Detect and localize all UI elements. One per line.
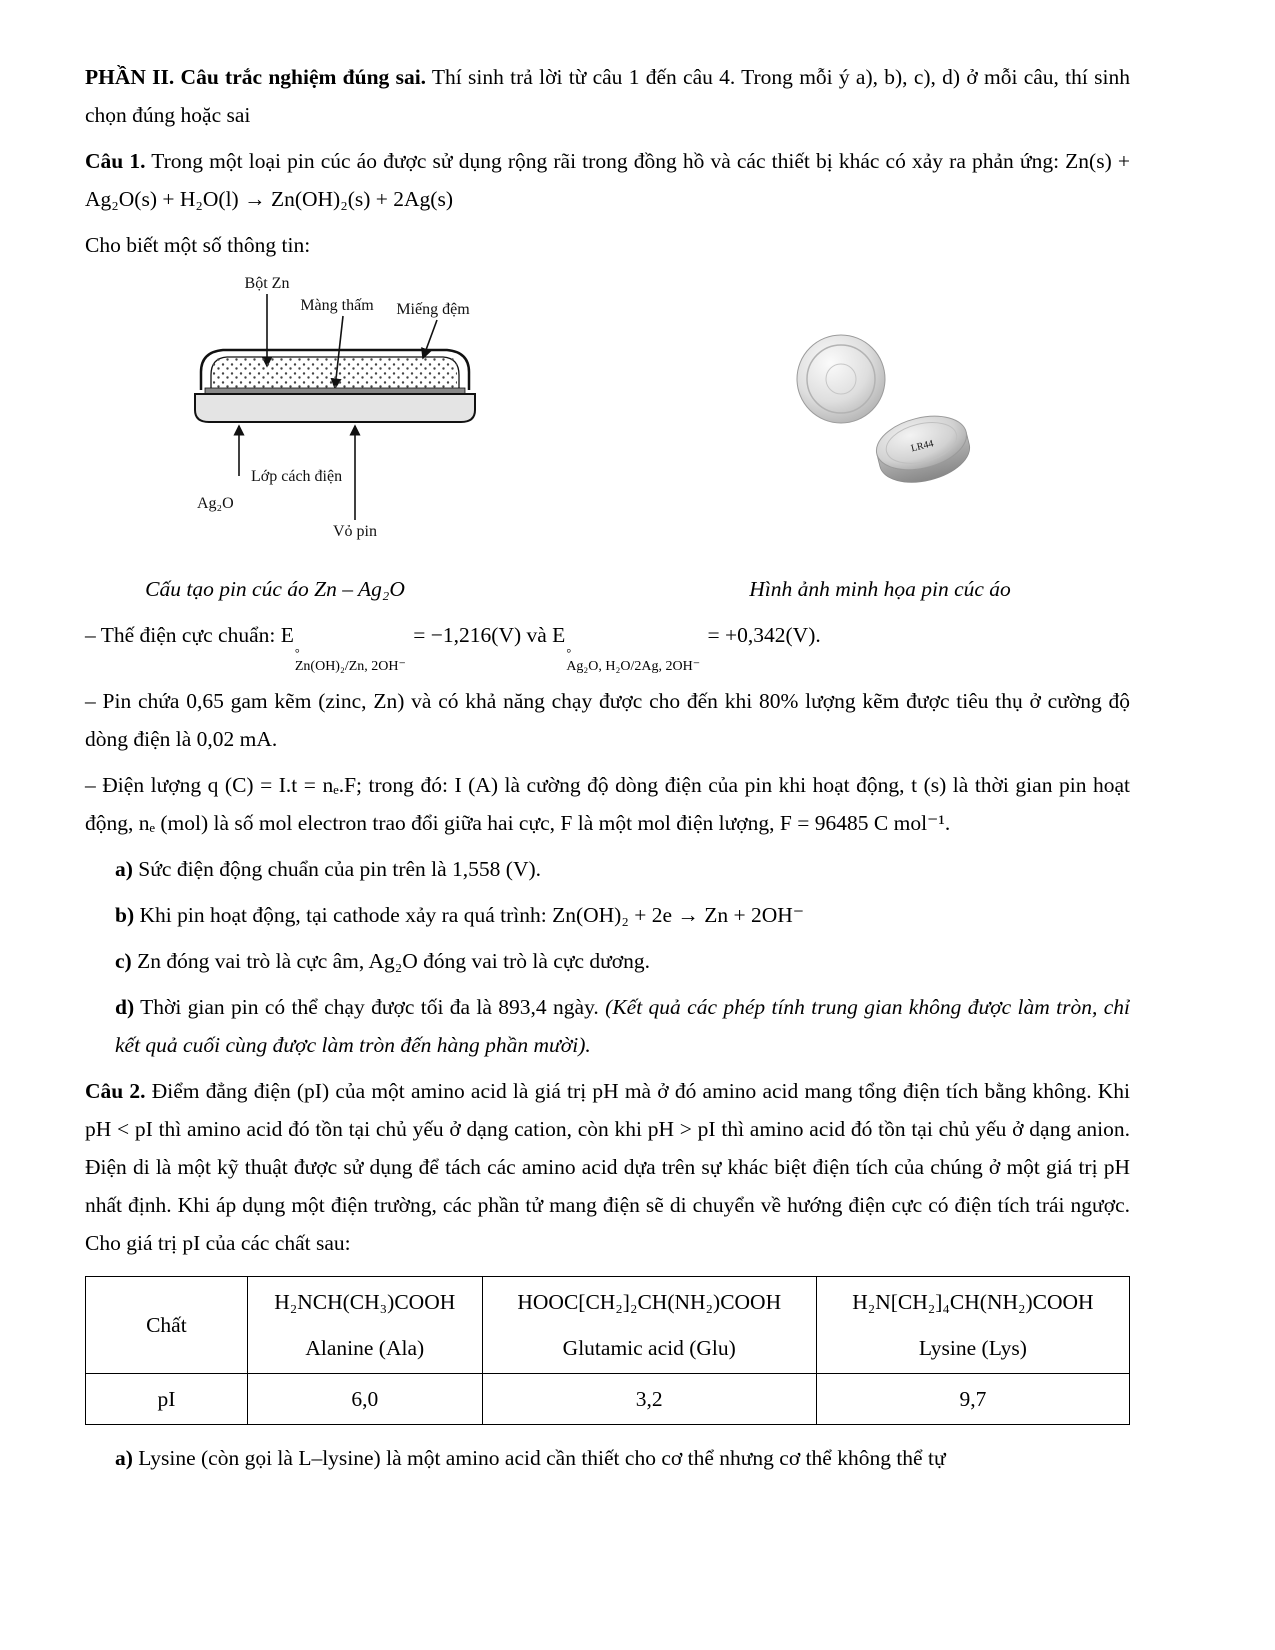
label-battery-case: Vỏ pin: [333, 523, 377, 540]
e1-stack: [295, 647, 406, 674]
q1-info-line: [85, 226, 1130, 264]
figure-row: [85, 272, 1130, 572]
arrow-icon: [423, 320, 437, 358]
q1-info-text: Cho biết một số thông tin:: [85, 233, 311, 257]
label-insulating-layer: Lớp cách điện: [251, 468, 343, 485]
q1-label: Câu 1.: [85, 149, 146, 173]
q1-item-b: [85, 896, 1130, 934]
item-b-text: Khi pin hoạt động, tại cathode xảy ra quá trình: Zn(OH)₂ + 2e → Zn + 2OH⁻: [134, 903, 805, 928]
q1-bullet-zinc: [85, 682, 1130, 758]
degree-sign: °: [566, 646, 572, 660]
button-cell-top-view: [797, 335, 885, 423]
potential-suffix: = +0,342(V).: [702, 623, 821, 647]
e1-subscript: Zn(OH)₂/Zn, 2OH⁻: [294, 658, 406, 674]
bullet-charge-text: – Điện lượng q (C) = I.t = nₑ.F; trong đó: I (A) là cường độ dòng điện của pin khi hoạt động, t (s) là thời gian pin hoạt động, nₑ (mol) là số mol electron trao đổi giữa hai cực, F là một mol điện lượng, F = 96485 C mol⁻¹.: [85, 773, 1130, 836]
q2-item-a: [85, 1439, 1130, 1477]
item-d-note: (Kết quả các phép tính trung gian không được làm tròn, chỉ kết quả cuối cùng được làm tròn đến hàng phần mười).: [115, 995, 1130, 1058]
table-cell-lysine: [816, 1277, 1129, 1374]
q1-potential-line: [85, 616, 1130, 674]
label-zinc-powder: Bột Zn: [244, 275, 290, 292]
item-c-text: Zn đóng vai trò là cực âm, Ag₂O đóng vai trò là cực dương.: [131, 949, 651, 974]
battery-structure-diagram: [185, 272, 505, 548]
button-cell-tilted-view: [871, 408, 976, 491]
item-a-text: Sức điện động chuẩn của pin trên là 1,558 (V).: [132, 857, 542, 882]
alanine-name: Alanine (Ala): [305, 1336, 425, 1361]
item-c-label: c): [115, 949, 132, 974]
e-symbol: E: [280, 623, 294, 647]
q1-item-c: [85, 942, 1130, 980]
table-cell-glutamic: [482, 1277, 816, 1374]
table-row-pi: [86, 1374, 1130, 1425]
standard-potential-1: [280, 623, 408, 674]
glutamic-formula: HOOC[CH₂]₂CH(NH₂)COOH: [517, 1290, 782, 1315]
battery-photo-svg: [775, 327, 1005, 497]
pi-glutamic: 3,2: [482, 1374, 816, 1425]
degree-sign: °: [294, 646, 300, 660]
e-symbol: E: [552, 623, 566, 647]
label-ag2o: Ag₂O: [197, 495, 234, 512]
pi-lysine: 9,7: [816, 1374, 1129, 1425]
q1-item-a: [85, 850, 1130, 888]
q1-item-d: [85, 988, 1130, 1064]
lysine-name: Lysine (Lys): [918, 1336, 1027, 1361]
figure-captions: [85, 572, 1130, 606]
battery-photo: [775, 327, 1005, 503]
item-a-label: a): [115, 857, 133, 882]
label-gasket: Miếng đệm: [396, 301, 470, 318]
zinc-powder-region: [213, 358, 457, 388]
part2-heading-rest: Thí sinh trả lời từ câu 1 đến câu 4. Trong mỗi ý a), b), c), d) ở mỗi câu, thí sinh chọn đúng hoặc sai: [85, 65, 1130, 127]
battery-diagram-svg: [185, 272, 505, 542]
table-header-chat: Chất: [86, 1277, 248, 1374]
q2-item-a-text: Lysine (còn gọi là L–lysine) là một amino acid cần thiết cho cơ thể nhưng cơ thể không thể tự: [132, 1446, 946, 1471]
item-b-label: b): [115, 903, 135, 928]
pi-row-label: pI: [86, 1374, 248, 1425]
photo-caption: Hình ảnh minh họa pin cúc áo: [749, 577, 1011, 601]
q2-label: Câu 2.: [85, 1079, 146, 1104]
standard-potential-2: [552, 623, 702, 674]
q1-intro: [85, 142, 1130, 218]
label-separator-membrane: Màng thấm: [300, 297, 374, 314]
potential-prefix: – Thế điện cực chuẩn:: [85, 623, 281, 647]
q2-item-a-label: a): [115, 1446, 133, 1471]
item-d-text: Thời gian pin có thể chạy được tối đa là 893,4 ngày.: [134, 995, 606, 1020]
q2-intro: [85, 1072, 1130, 1262]
q1-intro-text: Trong một loại pin cúc áo được sử dụng rộng rãi trong đồng hồ và các thiết bị khác có xảy ra phản ứng: Zn(s) + Ag₂O(s) + H₂O(l) → Zn(OH)₂(s) + 2Ag(s): [85, 149, 1130, 211]
item-d-label: d): [115, 995, 135, 1020]
bullet-zinc-text: – Pin chứa 0,65 gam kẽm (zinc, Zn) và có khả năng chạy được cho đến khi 80% lượng kẽm được tiêu thụ ở cường độ dòng điện là 0,02 mA.: [85, 689, 1130, 752]
e2-stack: [566, 647, 700, 674]
part2-heading-bold: PHẦN II. Câu trắc nghiệm đúng sai.: [85, 65, 427, 89]
glutamic-name: Glutamic acid (Glu): [562, 1336, 736, 1361]
pi-alanine: 6,0: [247, 1374, 482, 1425]
lysine-formula: H₂N[CH₂]₄CH(NH₂)COOH: [852, 1290, 1094, 1315]
battery-bottom-can: [195, 394, 475, 422]
alanine-formula: H₂NCH(CH₃)COOH: [274, 1290, 456, 1315]
q1-bullet-charge: [85, 766, 1130, 842]
diagram-caption: Cấu tạo pin cúc áo Zn – Ag₂O: [145, 577, 405, 601]
pi-table: [85, 1276, 1130, 1425]
battery-marking: LR44: [909, 438, 935, 455]
q2-intro-text: Điểm đẳng điện (pI) của một amino acid là giá trị pH mà ở đó amino acid mang tổng điện tích bằng không. Khi pH < pI thì amino acid đó tồn tại chủ yếu ở dạng cation, còn khi pH > pI thì amino acid đó tồn tại chủ yếu ở dạng anion. Điện di là một kỹ thuật được sử dụng để tách các amino acid dựa trên sự khác biệt điện tích của chúng ở một giá trị pH nhất định. Khi áp dụng một điện trường, các phần tử mang điện sẽ di chuyển về hướng điện cực có điện tích trái ngược. Cho giá trị pI của các chất sau:: [85, 1079, 1131, 1256]
e2-subscript: Ag₂O, H₂O/2Ag, 2OH⁻: [566, 658, 701, 674]
table-cell-alanine: [247, 1277, 482, 1374]
potential-mid: = −1,216(V) và: [407, 623, 553, 647]
table-row-substances: [86, 1277, 1130, 1374]
part2-heading: [85, 58, 1130, 134]
